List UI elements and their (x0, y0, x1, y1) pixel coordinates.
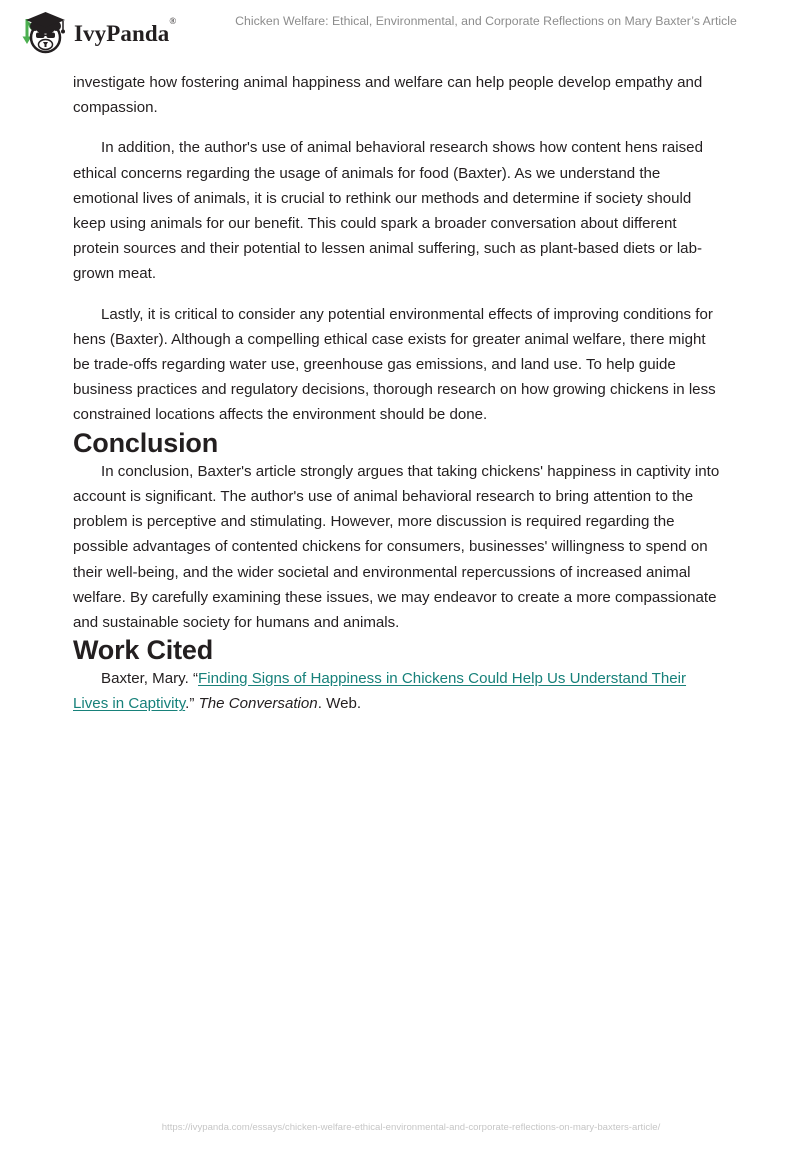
paragraph-conclusion: In conclusion, Baxter's article strongly argues that taking chickens' happiness in captivity into account is significant. The author's use of animal behavioral research to bring attention to the problem is perceptive and stimulating. However, more discussion is required regarding the possible advantages of contented chickens for consumers, businesses' willingness to spend on their well-being, and the wider societal and environmental repercussions of increased animal welfare. By carefully examining these issues, we may endeavor to create a more compassionate and sustainable society for humans and animals. (73, 462, 720, 631)
citation-medium: . Web. (317, 695, 362, 713)
citation-entry (73, 666, 723, 716)
paragraph-lastly: Lastly, it is critical to consider any potential environmental effects of improving conditions for hens (Baxter). Although a compelling ethical case exists for greater animal welfare, there might be trade-offs regarding water use, greenhouse gas emissions, and land use. To help guide business practices and regulatory decisions, thorough research on how growing chickens in less constrained locations affects the environment should be done. (73, 305, 716, 424)
footer-source-url: https://ivypanda.com/essays/chicken-welfare-ethical-environmental-and-corporate-reflections-on-mary-baxters-article/ (161, 1122, 661, 1133)
page-footer (0, 1114, 800, 1160)
heading-work-cited: Work Cited (73, 635, 214, 666)
citation-source-link[interactable]: Finding Signs of Happiness in Chickens Could Help Us Understand Their Lives in Captivity (73, 670, 687, 713)
brand-wordmark (74, 16, 177, 46)
document-body (73, 70, 723, 717)
paragraph-continuation: investigate how fostering animal happiness and welfare can help people develop empathy and compassion. (73, 74, 703, 117)
panda-graduate-logo-icon (17, 9, 67, 57)
brand-name-text: IvyPanda (74, 20, 170, 46)
document-title-header: Chicken Welfare: Ethical, Environmental, and Corporate Reflections on Mary Baxter’s Article (235, 14, 737, 28)
citation-publication: The Conversation (198, 695, 318, 713)
registered-trademark-symbol: ® (169, 16, 177, 27)
page-header (0, 0, 800, 66)
heading-conclusion: Conclusion (73, 427, 218, 458)
paragraph-in-addition: In addition, the author's use of animal behavioral research shows how content hens raised ethical concerns regarding the usage of animals for food (Baxter). As we understand the emotional lives of animals, it is crucial to rethink our methods and determine if society should keep using animals for our benefit. This could spark a broader conversation about different protein sources and their potential to lessen animal suffering, such as plant-based diets or lab-grown meat. (73, 139, 703, 283)
citation-author: Baxter, Mary. “ (101, 670, 199, 688)
brand-logo-link[interactable] (17, 9, 176, 57)
citation-quote-close: .” (185, 695, 199, 713)
